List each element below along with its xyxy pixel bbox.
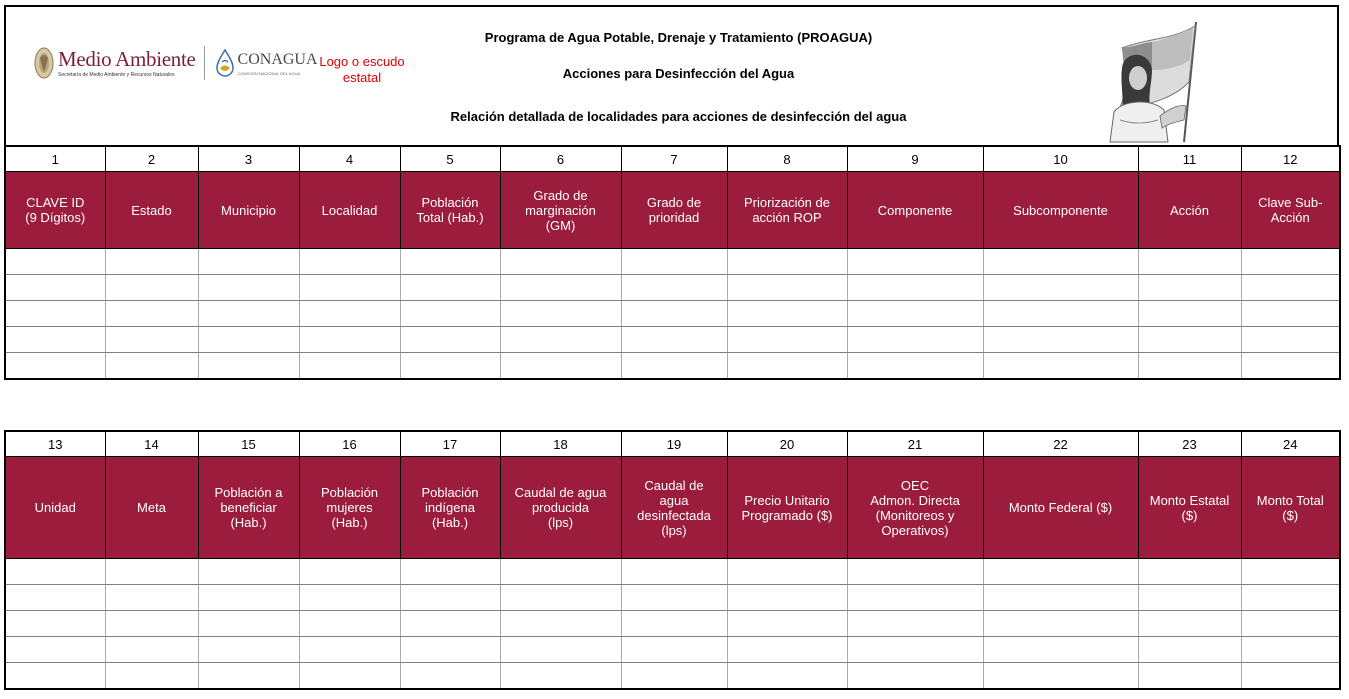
table-cell[interactable] [983, 301, 1138, 327]
table-cell[interactable] [198, 611, 299, 637]
table-cell[interactable] [1138, 559, 1241, 585]
table-cell[interactable] [621, 301, 727, 327]
table-1-entry-rows [5, 249, 1340, 380]
report-title: Relación detallada de localidades para acciones de desinfección del agua [450, 109, 907, 124]
header-municipio: Municipio [198, 172, 299, 249]
header-caudal-desinfectada: Caudal de agua desinfectada (lps) [621, 457, 727, 559]
column-number: 4 [299, 146, 400, 172]
table-cell[interactable] [299, 663, 400, 690]
table-cell[interactable] [299, 249, 400, 275]
column-number: 22 [983, 431, 1138, 457]
column-number: 5 [400, 146, 500, 172]
column-number: 15 [198, 431, 299, 457]
table-cell[interactable] [621, 585, 727, 611]
table-cell[interactable] [847, 585, 983, 611]
table-cell[interactable] [105, 611, 198, 637]
table-cell[interactable] [5, 611, 105, 637]
header-caudal-producida: Caudal de agua producida (lps) [500, 457, 621, 559]
table-cell[interactable] [299, 275, 400, 301]
table-cell[interactable] [299, 327, 400, 353]
conagua-title: CONAGUA [237, 50, 318, 68]
table-cell[interactable] [299, 585, 400, 611]
header-monto-total: Monto Total ($) [1241, 457, 1340, 559]
table-row [5, 585, 1340, 611]
table-cell[interactable] [847, 637, 983, 663]
table-cell[interactable] [983, 611, 1138, 637]
table-cell[interactable] [847, 249, 983, 275]
state-logo-placeholder: Logo o escudo estatal [319, 54, 405, 85]
table-cell[interactable] [727, 353, 847, 380]
medio-ambiente-title: Medio Ambiente [58, 47, 196, 71]
table-cell[interactable] [983, 585, 1138, 611]
table-row [5, 637, 1340, 663]
medio-ambiente-logo [58, 48, 196, 78]
table-cell[interactable] [1138, 327, 1241, 353]
table-cell[interactable] [105, 275, 198, 301]
table-row [5, 275, 1340, 301]
header-estado: Estado [105, 172, 198, 249]
column-header-row [5, 457, 1340, 559]
table-cell[interactable] [621, 637, 727, 663]
header-clave-id: CLAVE ID (9 Dígitos) [5, 172, 105, 249]
column-number: 24 [1241, 431, 1340, 457]
table-cell[interactable] [400, 327, 500, 353]
table-cell[interactable] [5, 327, 105, 353]
header-poblacion-indigena: Población indígena (Hab.) [400, 457, 500, 559]
table-cell[interactable] [983, 275, 1138, 301]
table-cell[interactable] [1138, 611, 1241, 637]
header-poblacion-beneficiar: Población a beneficiar (Hab.) [198, 457, 299, 559]
table-cell[interactable] [5, 275, 105, 301]
column-number: 12 [1241, 146, 1340, 172]
column-number: 6 [500, 146, 621, 172]
table-cell[interactable] [621, 353, 727, 380]
table-cell[interactable] [621, 559, 727, 585]
table-cell[interactable] [847, 559, 983, 585]
header-poblacion-total: Población Total (Hab.) [400, 172, 500, 249]
table-cell[interactable] [727, 327, 847, 353]
table-cell[interactable] [500, 327, 621, 353]
table-cell[interactable] [5, 663, 105, 690]
table-cell[interactable] [1241, 249, 1340, 275]
header-grado-prioridad: Grado de prioridad [621, 172, 727, 249]
table-cell[interactable] [1241, 327, 1340, 353]
table-cell[interactable] [5, 559, 105, 585]
table-cell[interactable] [727, 275, 847, 301]
column-header-row [5, 172, 1340, 249]
table-cell[interactable] [500, 301, 621, 327]
table-cell[interactable] [847, 663, 983, 690]
table-cell[interactable] [105, 353, 198, 380]
table-cell[interactable] [198, 249, 299, 275]
table-cell[interactable] [1241, 301, 1340, 327]
table-cell[interactable] [105, 249, 198, 275]
table-cell[interactable] [198, 663, 299, 690]
table-cell[interactable] [105, 301, 198, 327]
table-cell[interactable] [500, 353, 621, 380]
table-cell[interactable] [621, 275, 727, 301]
column-number: 9 [847, 146, 983, 172]
table-cell[interactable] [105, 585, 198, 611]
table-cell[interactable] [621, 611, 727, 637]
header-subcomponente: Subcomponente [983, 172, 1138, 249]
table-row [5, 559, 1340, 585]
table-cell[interactable] [500, 611, 621, 637]
table-cell[interactable] [400, 585, 500, 611]
column-number: 20 [727, 431, 847, 457]
table-cell[interactable] [1241, 585, 1340, 611]
table-cell[interactable] [299, 637, 400, 663]
header-grado-marginacion: Grado de marginación (GM) [500, 172, 621, 249]
table-cell[interactable] [5, 249, 105, 275]
table-cell[interactable] [299, 301, 400, 327]
column-number: 14 [105, 431, 198, 457]
table-cell[interactable] [400, 353, 500, 380]
table-cell[interactable] [1138, 353, 1241, 380]
table-cell[interactable] [621, 249, 727, 275]
table-cell[interactable] [400, 611, 500, 637]
table-cell[interactable] [983, 249, 1138, 275]
table-cell[interactable] [400, 275, 500, 301]
column-number: 3 [198, 146, 299, 172]
table-cell[interactable] [1241, 353, 1340, 380]
column-number: 17 [400, 431, 500, 457]
localities-table-part-1 [4, 145, 1341, 380]
table-cell[interactable] [983, 353, 1138, 380]
column-number: 16 [299, 431, 400, 457]
table-cell[interactable] [500, 585, 621, 611]
header-poblacion-mujeres: Población mujeres (Hab.) [299, 457, 400, 559]
conagua-drop-icon [214, 48, 236, 78]
table-cell[interactable] [198, 637, 299, 663]
table-row [5, 249, 1340, 275]
table-cell[interactable] [1138, 301, 1241, 327]
header-localidad: Localidad [299, 172, 400, 249]
table-cell[interactable] [1138, 275, 1241, 301]
header-oec-admon-directa: OEC Admon. Directa (Monitoreos y Operativos) [847, 457, 983, 559]
header-componente: Componente [847, 172, 983, 249]
table-cell[interactable] [1138, 249, 1241, 275]
table-cell[interactable] [727, 559, 847, 585]
header-monto-federal: Monto Federal ($) [983, 457, 1138, 559]
mexico-seal-icon [34, 44, 54, 82]
header-precio-unitario: Precio Unitario Programado ($) [727, 457, 847, 559]
table-cell[interactable] [198, 585, 299, 611]
table-cell[interactable] [198, 275, 299, 301]
header-unidad: Unidad [5, 457, 105, 559]
table-cell[interactable] [847, 327, 983, 353]
header-priorizacion-rop: Priorización de acción ROP [727, 172, 847, 249]
header-clave-subaccion: Clave Sub- Acción [1241, 172, 1340, 249]
table-cell[interactable] [1138, 637, 1241, 663]
column-number: 11 [1138, 146, 1241, 172]
table-cell[interactable] [727, 611, 847, 637]
table-cell[interactable] [5, 637, 105, 663]
table-cell[interactable] [400, 301, 500, 327]
table-cell[interactable] [983, 663, 1138, 690]
table-2-entry-rows [5, 559, 1340, 690]
column-number: 21 [847, 431, 983, 457]
woman-with-flag-illustration [1092, 20, 1206, 144]
table-cell[interactable] [983, 637, 1138, 663]
header-monto-estatal: Monto Estatal ($) [1138, 457, 1241, 559]
table-cell[interactable] [198, 559, 299, 585]
column-number: 7 [621, 146, 727, 172]
table-cell[interactable] [727, 301, 847, 327]
table-cell[interactable] [400, 663, 500, 690]
table-cell[interactable] [500, 275, 621, 301]
table-row [5, 301, 1340, 327]
table-cell[interactable] [983, 559, 1138, 585]
table-cell[interactable] [299, 559, 400, 585]
table-row [5, 327, 1340, 353]
column-number: 1 [5, 146, 105, 172]
table-cell[interactable] [1241, 663, 1340, 690]
table-cell[interactable] [5, 585, 105, 611]
institutional-logos [34, 41, 318, 85]
medio-ambiente-subtitle: Secretaría de Medio Ambiente y Recursos Naturales [58, 72, 175, 78]
table-cell[interactable] [299, 611, 400, 637]
table-cell[interactable] [500, 249, 621, 275]
table-cell[interactable] [400, 637, 500, 663]
table-row [5, 353, 1340, 380]
column-number-row [5, 431, 1340, 457]
table-cell[interactable] [1138, 585, 1241, 611]
header-meta: Meta [105, 457, 198, 559]
table-cell[interactable] [500, 663, 621, 690]
table-row [5, 611, 1340, 637]
logo-divider [204, 46, 205, 80]
table-cell[interactable] [847, 353, 983, 380]
table-cell[interactable] [5, 353, 105, 380]
column-number: 8 [727, 146, 847, 172]
column-number: 19 [621, 431, 727, 457]
table-cell[interactable] [5, 301, 105, 327]
table-cell[interactable] [621, 327, 727, 353]
table-cell[interactable] [727, 585, 847, 611]
table-cell[interactable] [105, 327, 198, 353]
table-cell[interactable] [1138, 663, 1241, 690]
table-cell[interactable] [727, 249, 847, 275]
table-cell[interactable] [400, 249, 500, 275]
table-cell[interactable] [105, 663, 198, 690]
header-accion: Acción [1138, 172, 1241, 249]
program-title: Programa de Agua Potable, Drenaje y Tratamiento (PROAGUA) [484, 30, 873, 45]
table-cell[interactable] [1241, 275, 1340, 301]
table-cell[interactable] [500, 637, 621, 663]
table-cell[interactable] [1241, 637, 1340, 663]
table-cell[interactable] [727, 663, 847, 690]
table-cell[interactable] [105, 637, 198, 663]
table-cell[interactable] [105, 559, 198, 585]
column-number: 18 [500, 431, 621, 457]
table-cell[interactable] [1241, 611, 1340, 637]
table-cell[interactable] [1241, 559, 1340, 585]
localities-table-part-2 [4, 430, 1341, 690]
table-cell[interactable] [847, 611, 983, 637]
column-number: 23 [1138, 431, 1241, 457]
column-number: 13 [5, 431, 105, 457]
table-cell[interactable] [400, 559, 500, 585]
table-cell[interactable] [500, 559, 621, 585]
table-cell[interactable] [198, 301, 299, 327]
table-cell[interactable] [621, 663, 727, 690]
actions-title: Acciones para Desinfección del Agua [562, 66, 795, 81]
table-cell[interactable] [983, 327, 1138, 353]
table-cell[interactable] [299, 353, 400, 380]
table-cell[interactable] [198, 327, 299, 353]
table-cell[interactable] [198, 353, 299, 380]
table-cell[interactable] [847, 301, 983, 327]
column-number-row [5, 146, 1340, 172]
conagua-subtitle: COMISIÓN NACIONAL DEL AGUA [237, 70, 301, 76]
table-cell[interactable] [847, 275, 983, 301]
document-header [4, 5, 1339, 146]
table-cell[interactable] [727, 637, 847, 663]
column-number: 2 [105, 146, 198, 172]
column-number: 10 [983, 146, 1138, 172]
table-row [5, 663, 1340, 690]
